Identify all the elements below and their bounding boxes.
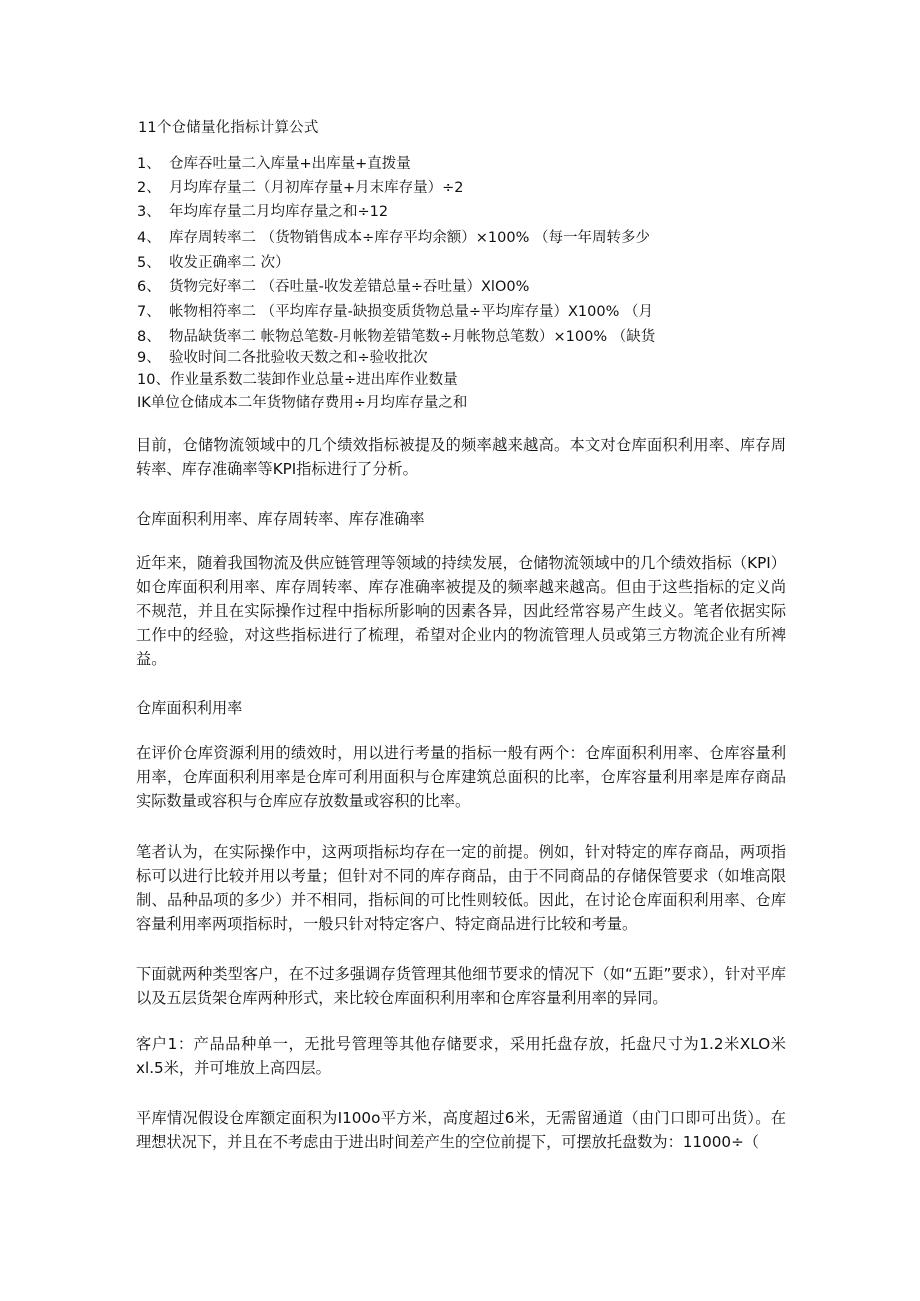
- formula-number: 3、: [137, 204, 161, 220]
- formula-item: [137, 152, 411, 173]
- section-heading: 仓库面积利用率、库存周转率、库存准确率: [136, 510, 425, 528]
- intro-paragraph: 目前，仓储物流领域中的几个绩效指标被提及的频率越来越高。本文对仓库面积利用率、库存周转率、库存准确率等KPI指标进行了分析。: [136, 436, 786, 478]
- formula-item: [137, 251, 290, 272]
- section-heading: 仓库面积利用率: [136, 699, 243, 717]
- formula-item: [137, 346, 428, 367]
- formula-number: 2、: [137, 180, 161, 196]
- formula-text: 物品缺货率二 帐物总笔数-月帐物差错笔数÷月帐物总笔数）×100% （缺货: [169, 329, 656, 345]
- formula-number: 8、: [137, 329, 161, 345]
- formula-text: 验收时间二各批验收天数之和÷验收批次: [169, 350, 428, 366]
- formula-item: [137, 200, 388, 221]
- formula-text: 帐物相符率二 （平均库存量-缺损变质货物总量÷平均库存量）X100% （月: [169, 304, 653, 320]
- formula-text: 月均库存量二（月初库存量+月末库存量）÷2: [169, 180, 464, 196]
- formula-number: 1、: [137, 156, 161, 172]
- formula-number: 7、: [137, 304, 161, 320]
- formula-line: 10、作业量系数二装卸作业总量÷进出库作业数量: [137, 372, 458, 388]
- formula-item: [137, 226, 650, 247]
- body-paragraph: 下面就两种类型客户，在不过多强调存货管理其他细节要求的情况下（如“五距”要求），针对平库以及五层货架仓库两种形式，来比较仓库面积利用率和仓库容量利用率的异同。: [136, 965, 786, 1007]
- formula-text: 仓库吞吐量二入库量+出库量+直拨量: [169, 156, 411, 172]
- formula-item: [137, 325, 655, 346]
- formula-text: 年均库存量二月均库存量之和÷12: [169, 204, 389, 220]
- body-paragraph: 平库情况假设仓库额定面积为I100o平方米，高度超过6米，无需留通道（由门口即可出货）。在理想状况下，并且在不考虑由于进出时间差产生的空位前提下，可摆放托盘数为：11000÷（: [136, 1109, 786, 1151]
- formula-text: 收发正确率二 次）: [169, 255, 290, 271]
- formula-text: 库存周转率二 （货物销售成本÷库存平均余额）×100% （每一年周转多少: [169, 230, 650, 246]
- body-paragraph: 客户1：产品品种单一，无批号管理等其他存储要求，采用托盘存放，托盘尺寸为1.2米XLO米xl.5米，并可堆放上高四层。: [136, 1035, 786, 1077]
- formula-item: [137, 275, 529, 296]
- body-paragraph: 近年来，随着我国物流及供应链管理等领域的持续发展，仓储物流领域中的几个绩效指标（KPI）如仓库面积利用率、库存周转率、库存准确率被提及的频率越来越高。但由于这些指标的定义尚不规范，并且在实际操作过程中指标所影响的因素各异，因此经常容易产生歧义。笔者依据实际工作中的经验，对这些指标进行了梳理，希望对企业内的物流管理人员或第三方物流企业有所裨益。: [136, 554, 786, 668]
- formula-number: 9、: [137, 350, 161, 366]
- formula-item: [137, 176, 464, 197]
- formula-text: 货物完好率二 （吞吐量-收发差错总量÷吞吐量）XlO0%: [169, 279, 530, 295]
- formula-number: 5、: [137, 255, 161, 271]
- formula-item: [137, 300, 653, 321]
- document-title: 11个仓储量化指标计算公式: [138, 120, 319, 136]
- body-paragraph: 在评价仓库资源利用的绩效时，用以进行考量的指标一般有两个：仓库面积利用率、仓库容量利用率，仓库面积利用率是仓库可利用面积与仓库建筑总面积的比率，仓库容量利用率是库存商品实际数量或容积与仓库应存放数量或容积的比率。: [136, 744, 786, 810]
- formula-number: 4、: [137, 230, 161, 246]
- formula-line: IK单位仓储成本二年货物储存费用÷月均库存量之和: [137, 395, 468, 411]
- body-paragraph: 笔者认为，在实际操作中，这两项指标均存在一定的前提。例如，针对特定的库存商品，两项指标可以进行比较并用以考量；但针对不同的库存商品，由于不同商品的存储保管要求（如堆高限制、品种品项的多少）并不相同，指标间的可比性则较低。因此，在讨论仓库面积利用率、仓库容量利用率两项指标时，一般只针对特定客户、特定商品进行比较和考量。: [136, 843, 786, 933]
- formula-number: 6、: [137, 279, 161, 295]
